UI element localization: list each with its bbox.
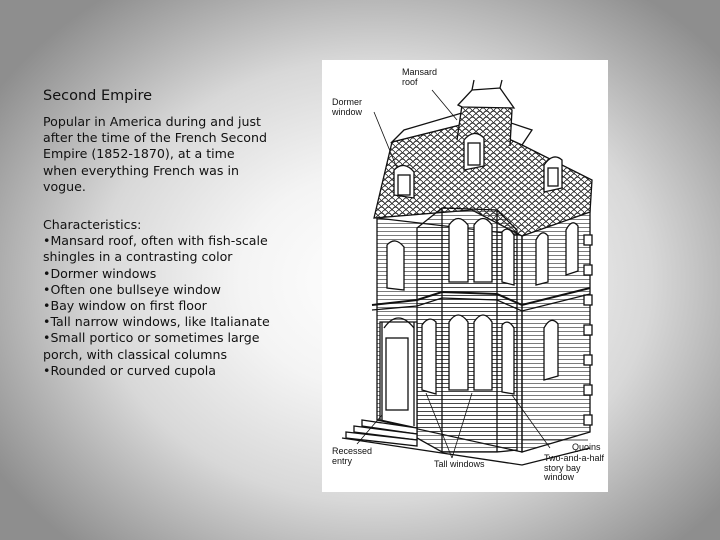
characteristics-list xyxy=(43,233,271,379)
characteristics-heading: Characteristics: xyxy=(43,217,142,233)
text-column xyxy=(43,88,271,379)
intro-paragraph: Popular in America during and just after the time of the French Second Empire (1852-1870), at a time when everything French was in vogue. xyxy=(43,114,267,194)
label-tall-windows: Tall windows xyxy=(434,459,485,469)
label-mansard-roof: Mansard roof xyxy=(402,67,438,87)
list-item: • Often one bullseye window xyxy=(43,282,271,298)
list-item: • Small portico or sometimes large porch, with classical columns xyxy=(43,330,271,362)
house-illustration xyxy=(322,60,608,492)
list-item: • Tall narrow windows, like Italianate xyxy=(43,314,271,330)
list-item: • Dormer windows xyxy=(43,266,271,282)
slide-title: Second Empire xyxy=(43,88,153,104)
list-item: • Rounded or curved cupola xyxy=(43,363,271,379)
label-bay-window: Two-and-a-half story bay window xyxy=(544,453,605,482)
label-quoins: Quoins xyxy=(572,442,601,452)
label-recessed-entry: Recessed entry xyxy=(332,446,373,466)
list-item: • Mansard roof, often with fish-scale shingles in a contrasting color xyxy=(43,233,271,265)
list-item: • Bay window on first floor xyxy=(43,298,271,314)
label-dormer-window: Dormer window xyxy=(332,97,363,117)
second-empire-house-drawing xyxy=(322,60,608,492)
